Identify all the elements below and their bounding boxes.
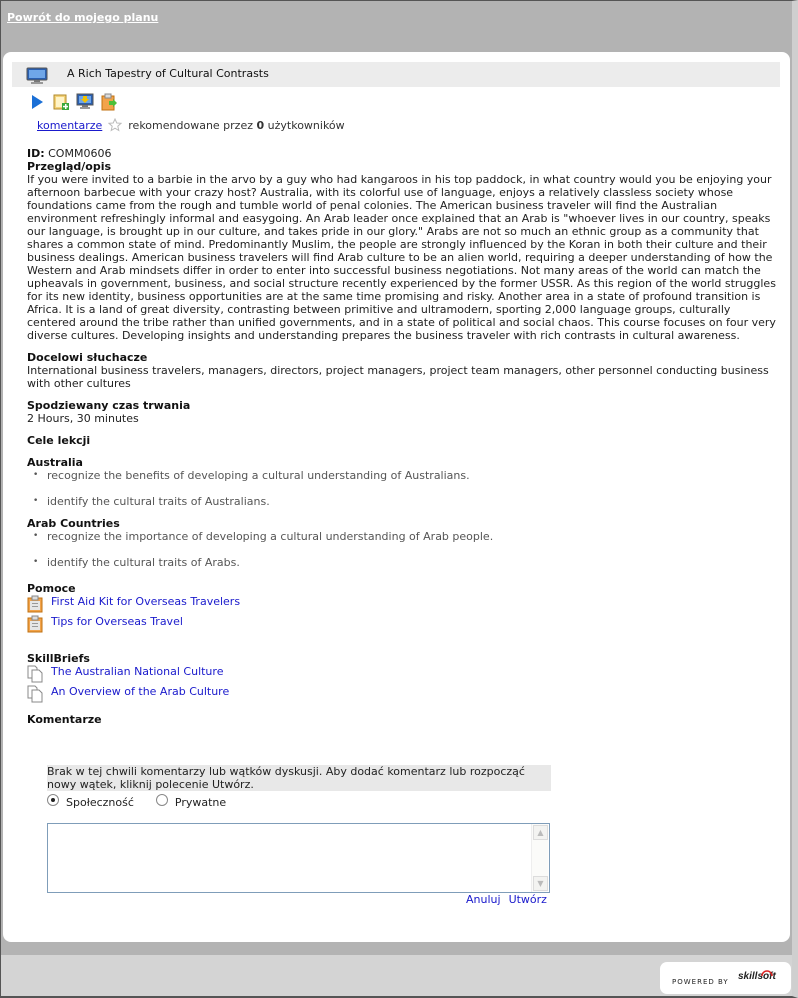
scroll-down-icon[interactable]: ▼: [533, 876, 548, 891]
objectives-heading: Cele lekcji: [27, 434, 91, 447]
comment-actions: [466, 893, 547, 906]
star-icon[interactable]: [108, 118, 122, 132]
recommended-prefix: rekomendowane przez: [128, 118, 253, 132]
objective-item: • recognize the importance of developing a cultural understanding of Arab people.: [33, 530, 777, 543]
recommended-suffix: użytkowników: [267, 118, 345, 132]
overview-heading: Przegląd/opis: [27, 160, 112, 173]
duration-text: 2 Hours, 30 minutes: [27, 412, 139, 425]
radio-label: Prywatne: [174, 795, 227, 809]
create-button[interactable]: Utwórz: [508, 893, 547, 906]
skillbrief-link[interactable]: The Australian National Culture: [51, 665, 224, 678]
clipboard-icon: [27, 615, 43, 633]
skillsoft-logo: skillsoft: [738, 971, 776, 982]
recommended-count: 0: [256, 118, 265, 132]
comments-panel: [47, 765, 551, 810]
play-icon[interactable]: [28, 93, 46, 111]
aid-item[interactable]: [27, 595, 777, 615]
aid-link[interactable]: First Aid Kit for Overseas Travelers: [51, 595, 241, 608]
add-to-plan-icon[interactable]: [52, 93, 70, 111]
skillbrief-link[interactable]: An Overview of the Arab Culture: [51, 685, 230, 698]
radio-button[interactable]: [156, 794, 168, 806]
duration-heading: Spodziewany czas trwania: [27, 399, 191, 412]
recommendation-line: [37, 118, 345, 132]
powered-by-badge: [660, 962, 791, 994]
radio-button-selected[interactable]: [47, 794, 59, 806]
audience-heading: Docelowi słuchacze: [27, 351, 148, 364]
skillbrief-item[interactable]: [27, 665, 777, 685]
no-comments-notice: Brak w tej chwili komentarzy lub wątków dyskusji. Aby dodać komentarz lub rozpocząć nowy wątek, kliknij polecenie Utwórz.: [47, 765, 551, 791]
document-icon: [27, 685, 43, 703]
course-title-bar: [12, 62, 780, 87]
overview-text: If you were invited to a barbie in the arvo by a guy who had kangaroos in his top paddock, in what country would you be enjoying your afternoon barbecue with your crazy host? Australia, with its colorful use of language, enjoys a relatively classless society whose foundations came from the rough and tumble world of penal colonies. The American business traveler will find the Australian environment refreshingly informal and easygoing. An Arab leader once explained that an Arab is "whoever lives in our country, speaks our language, is brought up in our culture, and takes pride in our glory." Arabs are not so much an ethnic group as a community that shares a common state of mind. Predominantly Muslim, the people are strongly influenced by the Koran in both their culture and their business dealings. American business travelers will find Arab culture to be an alien world, requiring a deeper understanding of how the Western and Arab mindsets differ in order to enter into successful business negotiations. Not many areas of the world can match the upheavals in government, business, and social structure recently experienced by the former USSR. As this region of the world struggles for its new identity, business opportunities are at the same time promising and risky. Another area in a state of profound transition is Africa. It is a land of great diversity, contrasting between primitive and ultramodern, sporting 2,000 language groups, culturally centered around the tribe rather than unified governments, and in a state of political and social chaos. This course focuses on four very diverse cultures. Developing insights and understanding prepares the business traveler with rich contrasts in cultural awareness.: [27, 173, 776, 342]
radio-label: Społeczność: [66, 795, 134, 809]
aids-heading: Pomoce: [27, 582, 76, 595]
back-to-plan-link[interactable]: Powrót do mojego planu: [7, 11, 159, 24]
logo-arc-icon: [760, 966, 774, 976]
objective-group-title: Arab Countries: [27, 517, 120, 530]
monitor-icon: [26, 67, 48, 85]
powered-by-text: POWERED BY: [672, 978, 729, 986]
objective-list: [33, 469, 777, 508]
comment-textarea[interactable]: [47, 823, 550, 893]
objective-item: • identify the cultural traits of Australians.: [33, 495, 777, 508]
id-label: ID:: [27, 147, 45, 160]
cancel-button[interactable]: Anuluj: [466, 893, 501, 906]
skillbrief-item[interactable]: [27, 685, 777, 705]
course-details: [27, 147, 777, 726]
assign-icon[interactable]: [100, 93, 118, 111]
course-id: [27, 147, 777, 160]
skillbriefs-heading: SkillBriefs: [27, 652, 90, 665]
course-card: [3, 52, 790, 942]
radio-community[interactable]: [47, 796, 134, 809]
comments-link[interactable]: komentarze: [37, 118, 103, 132]
id-value: COMM0606: [48, 147, 112, 160]
objective-list: [33, 530, 777, 569]
course-title: A Rich Tapestry of Cultural Contrasts: [67, 67, 269, 80]
document-icon: [27, 665, 43, 683]
comments-heading: Komentarze: [27, 713, 102, 726]
scroll-up-icon[interactable]: ▲: [533, 825, 548, 840]
objective-group-title: Australia: [27, 456, 83, 469]
audience-text: International business travelers, managers, directors, project managers, project team managers, other personnel conducting business with other cultures: [27, 364, 769, 390]
download-icon[interactable]: [76, 93, 94, 111]
aid-link[interactable]: Tips for Overseas Travel: [51, 615, 183, 628]
aid-item[interactable]: [27, 615, 777, 635]
objective-item: • identify the cultural traits of Arabs.: [33, 556, 777, 569]
textarea-scrollbar[interactable]: [531, 824, 548, 892]
course-toolbar: [28, 93, 118, 111]
radio-private[interactable]: [156, 796, 226, 809]
visibility-radio-group: [47, 794, 551, 810]
objective-item: • recognize the benefits of developing a cultural understanding of Australians.: [33, 469, 777, 482]
clipboard-icon: [27, 595, 43, 613]
